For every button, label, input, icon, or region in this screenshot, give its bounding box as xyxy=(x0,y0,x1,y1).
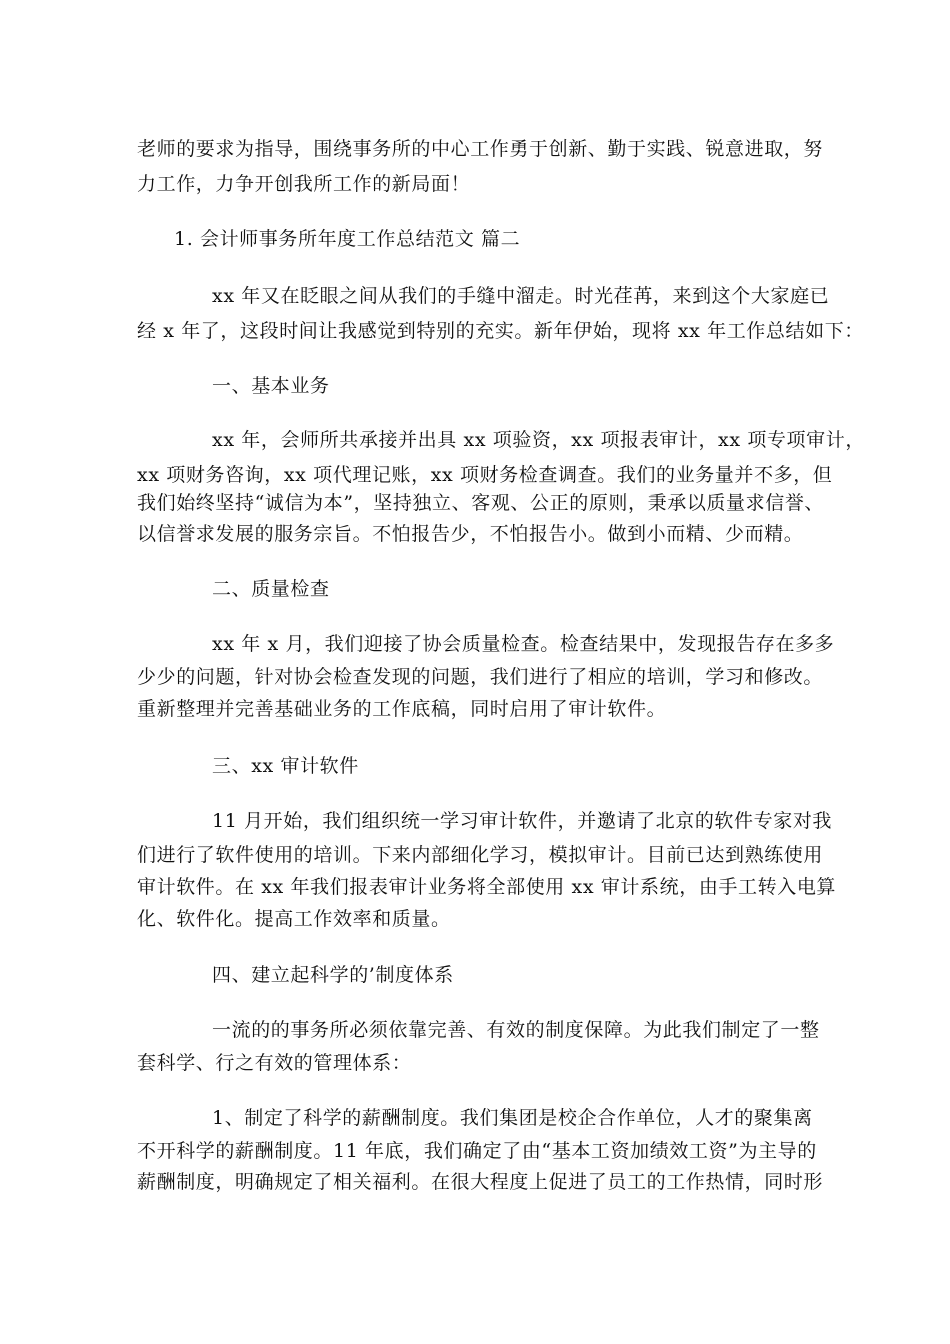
text-line: 套科学、行之有效的管理体系： xyxy=(137,1052,412,1074)
text-line: xx 年 x 月，我们迎接了协会质量检查。检查结果中，发现报告存在多多 xyxy=(212,633,835,655)
text-line: xx 年，会师所共承接并出具 xx 项验资，xx 项报表审计，xx 项专项审计， xyxy=(212,429,865,451)
text-line: 们进行了软件使用的培训。下来内部细化学习，模拟审计。目前已达到熟练使用 xyxy=(137,844,824,866)
text-line: 以信誉求发展的服务宗旨。不怕报告少，不怕报告小。做到小而精、少而精。 xyxy=(137,523,804,545)
text-line: 老师的要求为指导，围绕事务所的中心工作勇于创新、勤于实践、锐意进取，努 xyxy=(137,138,824,160)
text-line: 11 月开始，我们组织统一学习审计软件，并邀请了北京的软件专家对我 xyxy=(212,810,833,832)
text-line: xx 年又在眨眼之间从我们的手缝中溜走。时光荏苒，来到这个大家庭已 xyxy=(212,285,830,307)
section-heading: 1. 会计师事务所年度工作总结范文 篇二 xyxy=(174,228,521,250)
text-line: 经 x 年了，这段时间让我感觉到特别的充实。新年伊始，现将 xx 年工作总结如下： xyxy=(137,320,864,342)
text-line: 我们始终坚持“诚信为本”，坚持独立、客观、公正的原则，秉承以质量求信誉、 xyxy=(137,492,825,514)
text-line: 一流的的事务所必须依靠完善、有效的制度保障。为此我们制定了一整 xyxy=(212,1019,820,1041)
text-line: 审计软件。在 xx 年我们报表审计业务将全部使用 xx 审计系统，由手工转入电算 xyxy=(137,876,837,898)
text-line: 化、软件化。提高工作效率和质量。 xyxy=(137,908,451,930)
section-heading: 三、xx 审计软件 xyxy=(212,755,359,777)
text-line: 1、制定了科学的薪酬制度。我们集团是校企合作单位，人才的聚集离 xyxy=(212,1107,813,1129)
text-line: 不开科学的薪酬制度。11 年底，我们确定了由“基本工资加绩效工资”为主导的 xyxy=(137,1140,817,1162)
text-line: 薪酬制度，明确规定了相关福利。在很大程度上促进了员工的工作热情，同时形 xyxy=(137,1171,824,1193)
section-heading: 二、质量检查 xyxy=(212,578,330,600)
text-line: 少少的问题，针对协会检查发现的问题，我们进行了相应的培训，学习和修改。 xyxy=(137,666,824,688)
text-line: xx 项财务咨询，xx 项代理记账，xx 项财务检查调查。我们的业务量并不多，但 xyxy=(137,464,833,486)
text-line: 力工作，力争开创我所工作的新局面！ xyxy=(137,173,471,195)
section-heading: 四、建立起科学的’制度体系 xyxy=(212,964,454,986)
text-line: 重新整理并完善基础业务的工作底稿，同时启用了审计软件。 xyxy=(137,698,667,720)
section-heading: 一、基本业务 xyxy=(212,375,330,397)
